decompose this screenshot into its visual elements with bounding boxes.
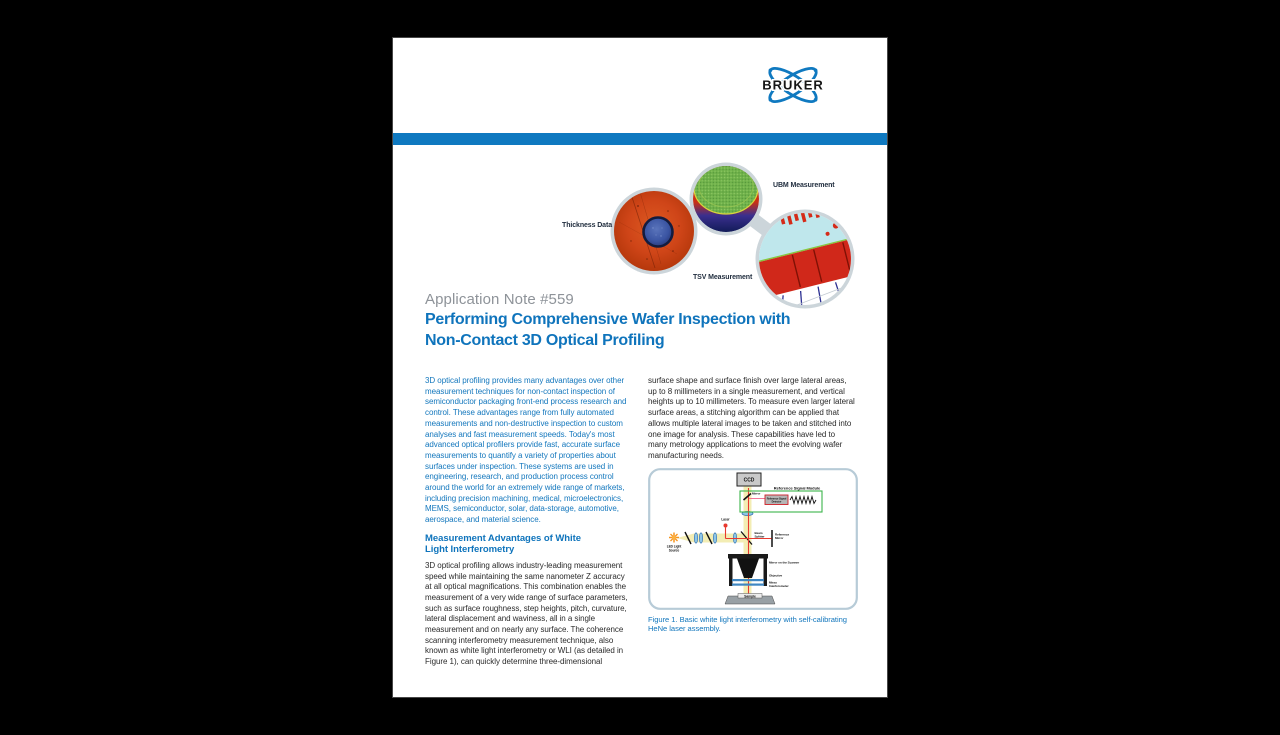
lens-icon [713,532,716,542]
page-title [425,309,790,351]
document-page [393,38,887,697]
bruker-logo [749,62,837,110]
sample-label: Sample [744,593,756,598]
right-column [648,376,856,634]
section-heading-line1: Measurement Advantages of White [425,532,581,544]
detector-label-line1: Reference Signal [766,496,787,500]
ubm-measurement-image [690,162,763,236]
mirau-plate-icon [732,579,764,581]
logo-arrow-dot [769,98,773,102]
mirror-label: Mirror [752,491,761,496]
objective-label: Objective [769,573,783,578]
lens-icon [699,532,702,542]
page-title-line1: Performing Comprehensive Wafer Inspection with [425,311,791,328]
laser-label: Laser [721,517,730,522]
figure-1-caption: Figure 1. Basic white light interferometry with self-calibrating HeNe laser assembly. [648,614,847,634]
body-paragraph-left: 3D optical profiling allows industry-leading measurement speed while maintaining the same nanometer Z accuracy at all optical magnifications. This combination enables the measurement of a very wide range of surface parameters, such as surface roughness, step heights, pitch, curvature, lateral displacement and waviness, all in a single measurement and on nearly any surface. The coherence scanning interferometry measurement technique, also known as white light interferometry or WLI (as detailed in Figure 1), can quickly determine three-dimensional [425,560,628,667]
thickness-data-image [611,188,698,275]
reference-mirror-label-line2: Mirror [775,535,784,540]
body-paragraph-right: surface shape and surface finish over large lateral areas, up to 8 millimeters in a single measurement, and vertical heights up to 10 millimeters. To measure even larger lateral surface areas, a stitching algorithm can be applied that allows multiple lateral images to be taken and stitched into one image for analysis. These capabilities have led to many metrology applications to meet the evolving wafer manufacturing needs. [648,376,855,460]
scanner-mirror-label: Mirror on the Scanner [769,560,800,565]
interferometry-diagram [648,468,858,610]
led-label-line1: LED Light [666,544,682,549]
beam-splitter-label-line1: Beam [754,530,763,535]
page-title-line2: Non-Contact 3D Optical Profiling [425,332,665,349]
led-source-icon [669,532,679,542]
logo-arrow-dot [769,69,773,73]
ccd-label: CCD [743,477,755,484]
intro-paragraph: 3D optical profiling provides many advantages over other measurement techniques for non-contact inspection of semiconductor packaging front-end process research and control. These advantages range from fully automated measurements and non-destructive inspection to custom analyses and fast measurement speeds. Today's most advanced optical profilers provide fast, accurate surface measurements to quantify a variety of properties about surfaces under inspection. These systems are used in engineering, research, and production process control around the world for an extremely wide range of markets, including precision machining, medical, microelectronics, MEMS, semiconductor, solar, data-storage, automotive, aerospace, and material science. [425,376,627,525]
mirau-label-line2: Interferometer [769,583,789,588]
left-column [425,376,633,668]
section-heading-line2: Light Interferometry [425,543,515,555]
reference-mirror-label-line1: Reference [775,532,790,537]
mirau-plate-icon [732,583,764,585]
beam-splitter-label-line2: Splitter [754,534,765,539]
detector-label-line2: Detector [771,500,782,504]
application-note-number: Application Note #559 [425,291,574,308]
logo-arrow-dot [814,69,818,73]
bruker-logo-icon [749,62,837,110]
led-label-line2: Source [668,547,680,552]
section-heading [425,533,633,555]
thickness-data-label: Thickness Data [562,222,612,229]
figure-1 [648,468,858,610]
tsv-measurement-label: TSV Measurement [693,274,753,281]
logo-wordmark: BRUKER [762,77,824,93]
ubm-measurement-label: UBM Measurement [773,182,835,189]
lens-icon [694,532,697,542]
reference-signal-module-label: Reference Signal Module [773,485,821,491]
logo-arrow-dot [814,98,818,102]
mirau-label-line1: Mirau [769,580,777,585]
laser-icon [724,523,728,527]
hero-measurement-images [543,156,888,316]
header-rule [393,133,887,145]
